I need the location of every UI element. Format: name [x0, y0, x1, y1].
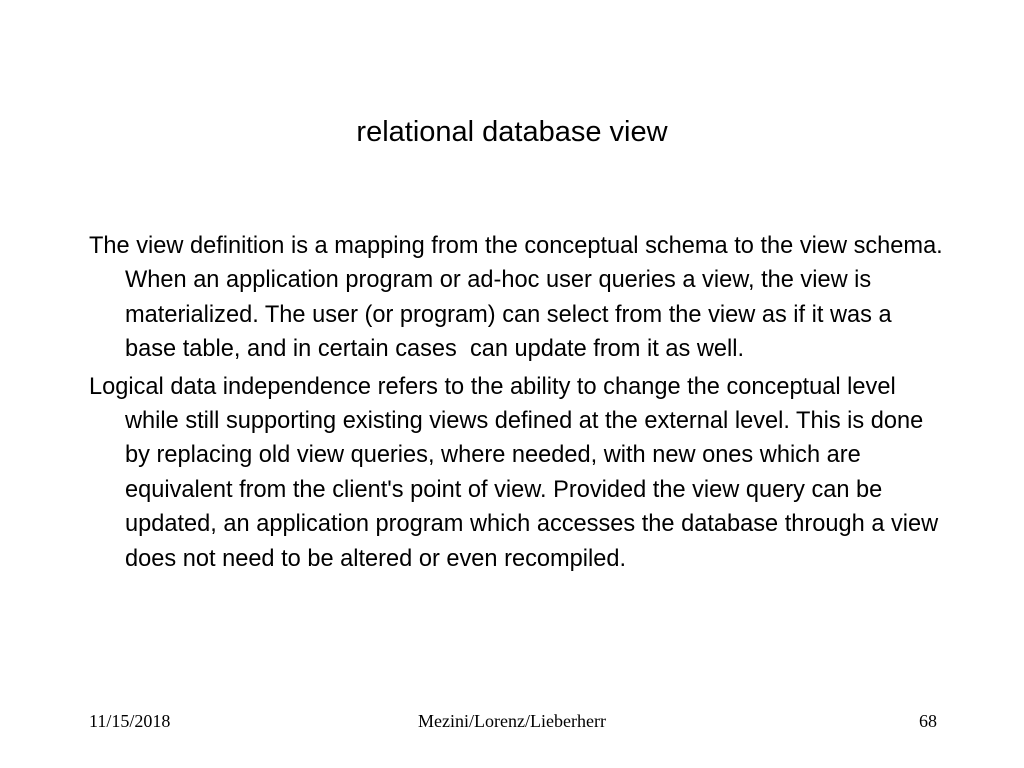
slide-title: relational database view [356, 116, 668, 148]
slide-body [89, 229, 949, 579]
body-paragraph-view-definition: The view definition is a mapping from the conceptual schema to the view schema. When an application program or ad-hoc user queries a view, the view is materialized. The user (or program) can select from the view as if it was a base table, and in certain cases can update from it as well. [89, 233, 950, 363]
footer-page-number: 68 [919, 711, 937, 731]
footer-date: 11/15/2018 [89, 711, 171, 731]
footer-authors: Mezini/Lorenz/Lieberherr [418, 711, 606, 731]
body-paragraph-logical-independence: Logical data independence refers to the ability to change the conceptual level while still supporting existing views defined at the external level. This is done by replacing old view queries, where needed, with new ones which are equivalent from the client's point of view. Provided the view query can be updated, an application program which accesses the database through a view does not need to be altered or even recompiled. [89, 373, 945, 572]
